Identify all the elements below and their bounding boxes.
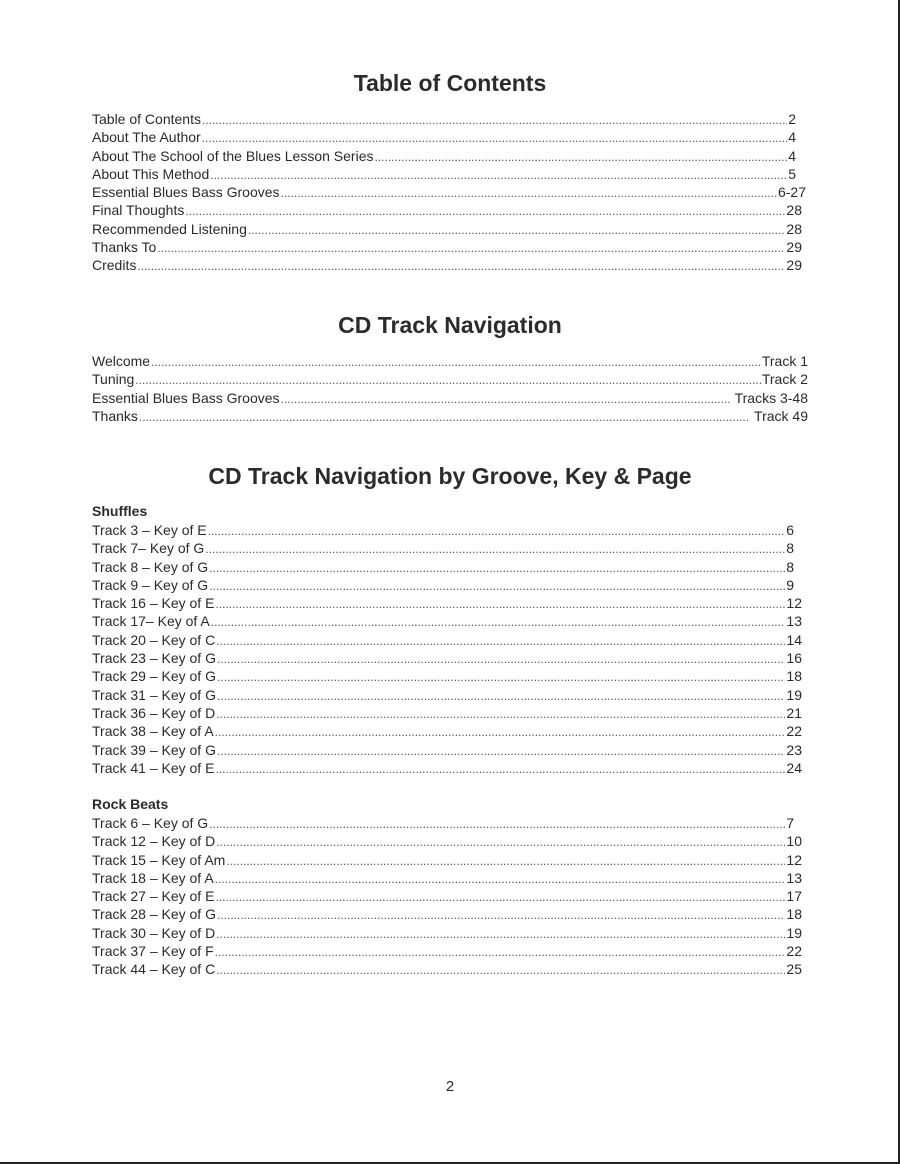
toc-entry-page: 4 — [788, 129, 796, 146]
groove-entry-title: Track 41 – Key of E — [92, 759, 215, 776]
groove-entry-title: Track 39 – Key of G — [92, 741, 216, 758]
toc-entry-page: 29 — [786, 257, 802, 274]
toc-entry — [92, 238, 802, 256]
groove-entry-page: 9 — [786, 576, 794, 593]
groove-entry-page: 19 — [786, 924, 802, 941]
dot-leader — [202, 129, 787, 146]
groove-entry-page: 16 — [786, 650, 802, 667]
toc-entry — [92, 165, 796, 183]
page-number: 2 — [445, 1078, 455, 1095]
toc-entry-title: About The School of the Blues Lesson Series — [92, 147, 374, 164]
dot-leader — [209, 577, 785, 594]
rock-beats-list — [92, 814, 802, 979]
groove-entry — [92, 631, 802, 649]
dot-leader — [217, 687, 785, 704]
groove-entry-page: 22 — [786, 943, 802, 960]
groove-nav-heading: CD Track Navigation by Groove, Key & Page — [208, 463, 692, 489]
dot-leader — [281, 390, 730, 407]
groove-entry — [92, 649, 802, 667]
dot-leader — [226, 852, 785, 869]
toc-entry-title: Final Thoughts — [92, 202, 185, 219]
toc-entry — [92, 183, 806, 201]
toc-entry-page: 4 — [788, 147, 796, 164]
groove-entry — [92, 887, 802, 905]
toc-entry-page: 2 — [788, 111, 796, 127]
toc-entry-title: About The Author — [92, 129, 201, 146]
dot-leader — [211, 613, 786, 630]
groove-entry — [92, 686, 802, 704]
dot-leader — [205, 540, 785, 557]
groove-entry-title: Track 27 – Key of E — [92, 888, 215, 905]
dot-leader — [135, 371, 761, 388]
dot-leader — [139, 408, 749, 425]
cd-track-entry — [92, 352, 808, 370]
dot-leader — [202, 111, 787, 128]
groove-entry-title: Track 20 – Key of C — [92, 631, 216, 648]
groove-entry-title: Track 9 – Key of G — [92, 576, 209, 593]
groove-entry-title: Track 8 – Key of G — [92, 558, 209, 575]
cd-track-entry — [92, 407, 808, 425]
groove-entry-page: 25 — [786, 961, 802, 978]
toc-entry-title: Thanks To — [92, 239, 157, 256]
toc-entry-title: Recommended Listening — [92, 220, 247, 237]
groove-entry — [92, 759, 802, 777]
cd-track-number: Track 1 — [761, 353, 808, 369]
groove-entry — [92, 521, 794, 539]
groove-entry — [92, 558, 794, 576]
dot-leader — [215, 595, 785, 612]
groove-entry-page: 17 — [786, 888, 802, 905]
groove-entry — [92, 612, 802, 630]
dot-leader — [216, 961, 785, 978]
dot-leader — [137, 257, 785, 274]
dot-leader — [215, 888, 785, 905]
cd-track-number: Track 49 — [750, 407, 808, 424]
groove-entry-title: Track 44 – Key of C — [92, 961, 216, 978]
groove-entry-title: Track 6 – Key of G — [92, 815, 209, 831]
toc-list — [92, 110, 806, 275]
groove-entry-title: Track 18 – Key of A — [92, 869, 214, 886]
groove-entry-title: Track 15 – Key of Am — [92, 851, 226, 868]
dot-leader — [215, 870, 786, 887]
groove-entry-title: Track 17– Key of A — [92, 613, 210, 630]
groove-entry-page: 23 — [786, 741, 802, 758]
groove-entry — [92, 814, 794, 832]
groove-entry-title: Track 37 – Key of F — [92, 943, 214, 960]
groove-entry — [92, 576, 794, 594]
groove-entry — [92, 869, 802, 887]
dot-leader — [216, 632, 785, 649]
cd-track-list — [92, 352, 808, 425]
groove-entry-page: 12 — [786, 595, 802, 612]
groove-entry — [92, 741, 802, 759]
cd-track-title: Tuning — [92, 371, 135, 388]
groove-entry — [92, 942, 802, 960]
groove-entry-page: 18 — [786, 906, 802, 923]
dot-leader — [281, 184, 777, 201]
groove-entry-page: 14 — [786, 631, 802, 648]
groove-entry-page: 21 — [786, 704, 802, 721]
groove-entry — [92, 832, 802, 850]
groove-entry-title: Track 16 – Key of E — [92, 595, 215, 612]
groove-entry-page: 8 — [786, 540, 794, 557]
groove-entry — [92, 594, 802, 612]
toc-entry-title: About This Method — [92, 165, 210, 182]
groove-entry-title: Track 30 – Key of D — [92, 924, 216, 941]
toc-entry — [92, 147, 796, 165]
groove-entry-title: Track 36 – Key of D — [92, 704, 216, 721]
toc-entry-page: 28 — [786, 202, 802, 219]
cd-track-title: Thanks — [92, 407, 138, 424]
toc-entry-page: 29 — [786, 239, 802, 256]
toc-entry-page: 5 — [788, 165, 796, 182]
cd-track-title: Welcome — [92, 353, 151, 369]
dot-leader — [248, 221, 786, 238]
toc-entry — [92, 128, 796, 146]
dot-leader — [216, 925, 785, 942]
dot-leader — [217, 906, 785, 923]
groove-entry-page: 22 — [786, 723, 802, 740]
groove-entry-page: 7 — [786, 815, 794, 831]
groove-entry — [92, 704, 802, 722]
groove-entry-title: Track 38 – Key of A — [92, 723, 214, 740]
dot-leader — [208, 522, 786, 539]
groove-entry — [92, 539, 794, 557]
groove-entry-page: 12 — [786, 851, 802, 868]
dot-leader — [215, 943, 786, 960]
groove-entry-page: 13 — [786, 869, 802, 886]
groove-entry — [92, 722, 802, 740]
toc-entry-page: 6-27 — [777, 184, 806, 201]
toc-entry-title: Credits — [92, 257, 137, 274]
cd-track-title: Essential Blues Bass Grooves — [92, 389, 280, 406]
cd-track-number: Tracks 3-48 — [730, 389, 808, 406]
dot-leader — [217, 650, 785, 667]
groove-entry-page: 6 — [786, 522, 794, 538]
groove-entry — [92, 667, 802, 685]
shuffles-list — [92, 521, 802, 777]
dot-leader — [216, 705, 785, 722]
groove-entry-title: Track 3 – Key of E — [92, 522, 207, 538]
groove-entry-page: 13 — [786, 613, 802, 630]
toc-entry — [92, 110, 796, 128]
toc-entry — [92, 256, 802, 274]
dot-leader — [157, 239, 785, 256]
toc-entry-title: Table of Contents — [92, 111, 201, 127]
groove-entry — [92, 960, 802, 978]
toc-heading: Table of Contents — [353, 70, 547, 96]
groove-entry-page: 10 — [786, 833, 802, 850]
dot-leader — [216, 833, 785, 850]
groove-entry — [92, 924, 802, 942]
shuffles-heading: Shuffles — [92, 503, 148, 519]
dot-leader — [215, 723, 786, 740]
toc-entry — [92, 220, 802, 238]
groove-entry-title: Track 31 – Key of G — [92, 686, 216, 703]
groove-entry-title: Track 23 – Key of G — [92, 650, 216, 667]
dot-leader — [210, 166, 787, 183]
toc-entry — [92, 201, 802, 219]
groove-entry — [92, 851, 802, 869]
dot-leader — [209, 559, 785, 576]
groove-entry-title: Track 7– Key of G — [92, 540, 205, 557]
dot-leader — [374, 148, 787, 165]
cd-track-entry — [92, 370, 808, 388]
dot-leader — [215, 760, 785, 777]
toc-entry-page: 28 — [786, 220, 802, 237]
dot-leader — [217, 742, 785, 759]
toc-entry-title: Essential Blues Bass Grooves — [92, 184, 280, 201]
dot-leader — [185, 202, 785, 219]
groove-entry-title: Track 29 – Key of G — [92, 668, 216, 685]
dot-leader — [151, 353, 761, 370]
rock-beats-heading: Rock Beats — [92, 796, 169, 812]
groove-entry-title: Track 28 – Key of G — [92, 906, 216, 923]
groove-entry-page: 19 — [786, 686, 802, 703]
cd-track-nav-heading: CD Track Navigation — [338, 312, 562, 338]
groove-entry-page: 8 — [786, 558, 794, 575]
groove-entry — [92, 905, 802, 923]
groove-entry-page: 18 — [786, 668, 802, 685]
dot-leader — [217, 668, 785, 685]
cd-track-number: Track 2 — [761, 371, 808, 388]
cd-track-entry — [92, 389, 808, 407]
groove-entry-title: Track 12 – Key of D — [92, 833, 216, 850]
groove-entry-page: 24 — [786, 759, 802, 776]
dot-leader — [209, 815, 785, 832]
